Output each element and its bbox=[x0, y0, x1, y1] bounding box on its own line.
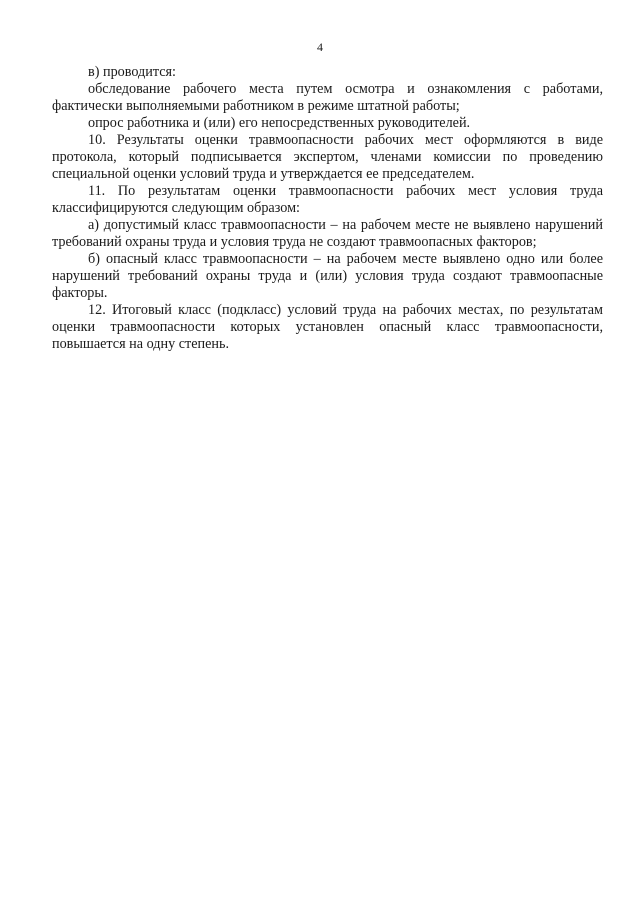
paragraph-10: 10. Результаты оценки травмоопасности рабочих мест оформляются в виде протокола, который подписывается экспертом, членами комиссии по проведению специальной оценки условий труда и утверждается ее председателем. bbox=[52, 132, 603, 182]
paragraph-12: 12. Итоговый класс (подкласс) условий труда на рабочих местах, по результатам оценки травмоопасности которых установлен опасный класс травмоопасности, повышается на одну степень. bbox=[52, 302, 603, 352]
paragraph-11a: а) допустимый класс травмоопасности – на рабочем месте не выявлено нарушений требований охраны труда и условия труда не создают травмоопасных факторов; bbox=[52, 217, 603, 250]
paragraph-11: 11. По результатам оценки травмоопасности рабочих мест условия труда классифицируются следующим образом: bbox=[52, 183, 603, 216]
document-body bbox=[52, 64, 603, 353]
paragraph-survey: опрос работника и (или) его непосредственных руководителей. bbox=[88, 115, 471, 131]
paragraph-intro: в) проводится: bbox=[88, 64, 176, 80]
paragraph-inspection: обследование рабочего места путем осмотра и ознакомления с работами, фактически выполняемыми работником в режиме штатной работы; bbox=[52, 81, 603, 114]
page-number: 4 bbox=[317, 40, 323, 54]
paragraph-11b: б) опасный класс травмоопасности – на рабочем месте выявлено одно или более нарушений требований охраны труда и (или) условия труда создают травмоопасные факторы. bbox=[52, 251, 603, 301]
